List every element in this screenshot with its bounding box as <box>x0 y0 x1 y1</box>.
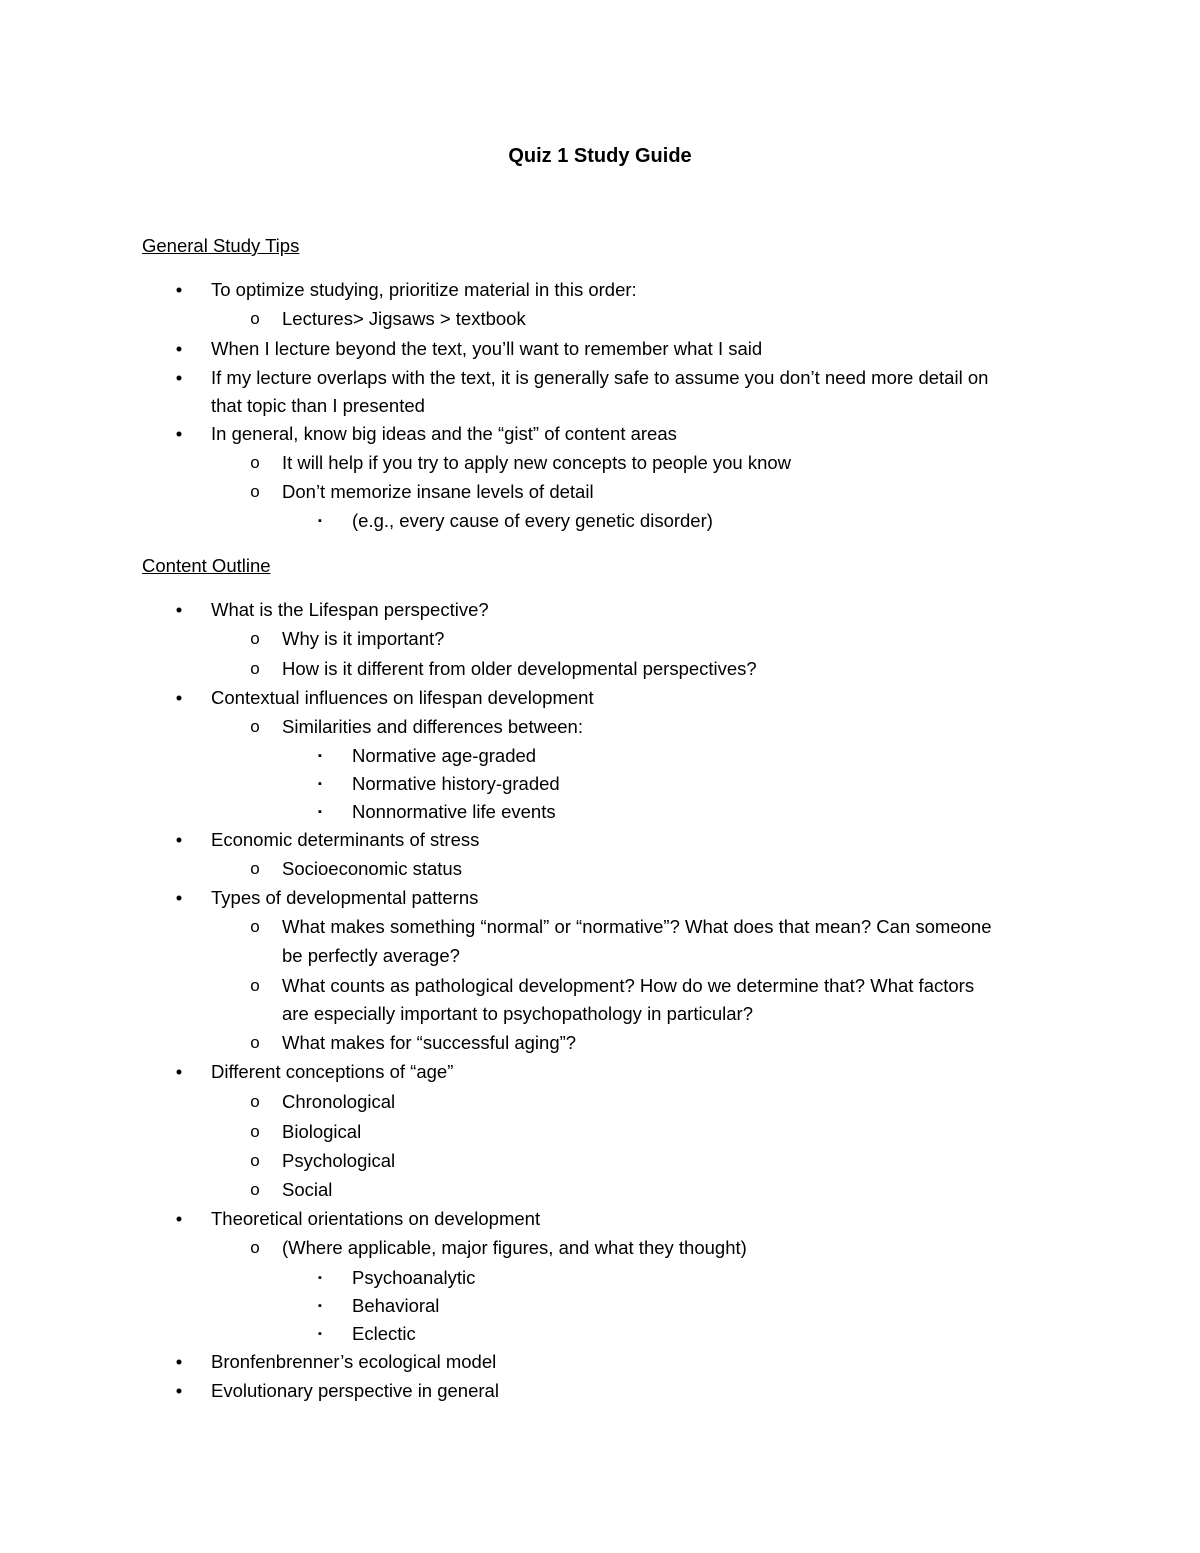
list-item: Psychological <box>282 1150 396 1171</box>
square-bullet-marker: ▪ <box>318 1272 322 1284</box>
list-item: Social <box>282 1179 333 1200</box>
list-item: Nonnormative life events <box>352 801 556 822</box>
list-item: What is the Lifespan perspective? <box>211 599 489 620</box>
list-item: Bronfenbrenner’s ecological model <box>211 1351 497 1372</box>
sub-bullet-marker: o <box>250 976 260 995</box>
list-item: Contextual influences on lifespan development <box>211 687 594 708</box>
sub-bullet-marker: o <box>250 1033 260 1052</box>
sub-bullet-marker: o <box>250 1092 260 1111</box>
sub-bullet-marker: o <box>250 1122 260 1141</box>
content-outline-heading: Content Outline <box>142 555 271 576</box>
sub-bullet-marker: o <box>250 482 260 501</box>
list-item: Don’t memorize insane levels of detail <box>282 481 594 502</box>
list-item: To optimize studying, prioritize material in this order: <box>211 279 637 300</box>
list-item: Biological <box>282 1121 362 1142</box>
list-item-continuation: are especially important to psychopathology in particular? <box>282 1003 753 1024</box>
bullet-marker: • <box>175 1380 183 1401</box>
bullet-marker: • <box>175 367 183 388</box>
list-item: How is it different from older developmental perspectives? <box>282 658 757 679</box>
list-item: Psychoanalytic <box>352 1267 476 1288</box>
sub-bullet-marker: o <box>250 309 260 328</box>
list-item: What makes for “successful aging”? <box>282 1032 577 1053</box>
list-item: Lectures> Jigsaws > textbook <box>282 308 526 329</box>
list-item: Theoretical orientations on development <box>211 1208 541 1229</box>
page-title: Quiz 1 Study Guide <box>508 145 692 167</box>
list-item: Normative age-graded <box>352 745 537 766</box>
list-item-continuation: be perfectly average? <box>282 945 460 966</box>
list-item: Why is it important? <box>282 628 445 649</box>
bullet-marker: • <box>175 423 183 444</box>
list-item: Chronological <box>282 1091 396 1112</box>
list-item: (Where applicable, major figures, and what they thought) <box>282 1237 747 1258</box>
list-item-continuation: that topic than I presented <box>211 395 425 416</box>
bullet-marker: • <box>175 599 183 620</box>
list-item: Socioeconomic status <box>282 858 462 879</box>
square-bullet-marker: ▪ <box>318 1328 322 1340</box>
list-item: What counts as pathological development? How do we determine that? What factors <box>282 975 975 996</box>
list-item: Economic determinants of stress <box>211 829 480 850</box>
bullet-marker: • <box>175 687 183 708</box>
list-item: Normative history-graded <box>352 773 560 794</box>
bullet-marker: • <box>175 829 183 850</box>
sub-bullet-marker: o <box>250 659 260 678</box>
sub-bullet-marker: o <box>250 917 260 936</box>
list-item: If my lecture overlaps with the text, it is generally safe to assume you don’t need more detail on <box>211 367 989 388</box>
bullet-marker: • <box>175 1061 183 1082</box>
sub-bullet-marker: o <box>250 717 260 736</box>
list-item: (e.g., every cause of every genetic disorder) <box>352 510 713 531</box>
square-bullet-marker: ▪ <box>318 515 322 527</box>
square-bullet-marker: ▪ <box>318 778 322 790</box>
list-item: Behavioral <box>352 1295 440 1316</box>
square-bullet-marker: ▪ <box>318 1300 322 1312</box>
sub-bullet-marker: o <box>250 1151 260 1170</box>
sub-bullet-marker: o <box>250 453 260 472</box>
bullet-marker: • <box>175 279 183 300</box>
sub-bullet-marker: o <box>250 1238 260 1257</box>
list-item: Eclectic <box>352 1323 416 1344</box>
list-item: What makes something “normal” or “normative”? What does that mean? Can someone <box>282 916 992 937</box>
bullet-marker: • <box>175 338 183 359</box>
sub-bullet-marker: o <box>250 629 260 648</box>
bullet-marker: • <box>175 1208 183 1229</box>
bullet-marker: • <box>175 1351 183 1372</box>
list-item: In general, know big ideas and the “gist” of content areas <box>211 423 677 444</box>
list-item: Types of developmental patterns <box>211 887 479 908</box>
sub-bullet-marker: o <box>250 859 260 878</box>
square-bullet-marker: ▪ <box>318 750 322 762</box>
list-item: Different conceptions of “age” <box>211 1061 454 1082</box>
bullet-marker: • <box>175 887 183 908</box>
general-study-tips-heading: General Study Tips <box>142 235 300 256</box>
list-item: Similarities and differences between: <box>282 716 583 737</box>
sub-bullet-marker: o <box>250 1180 260 1199</box>
list-item: When I lecture beyond the text, you’ll want to remember what I said <box>211 338 763 359</box>
list-item: Evolutionary perspective in general <box>211 1380 499 1401</box>
list-item: It will help if you try to apply new concepts to people you know <box>282 452 792 473</box>
square-bullet-marker: ▪ <box>318 806 322 818</box>
